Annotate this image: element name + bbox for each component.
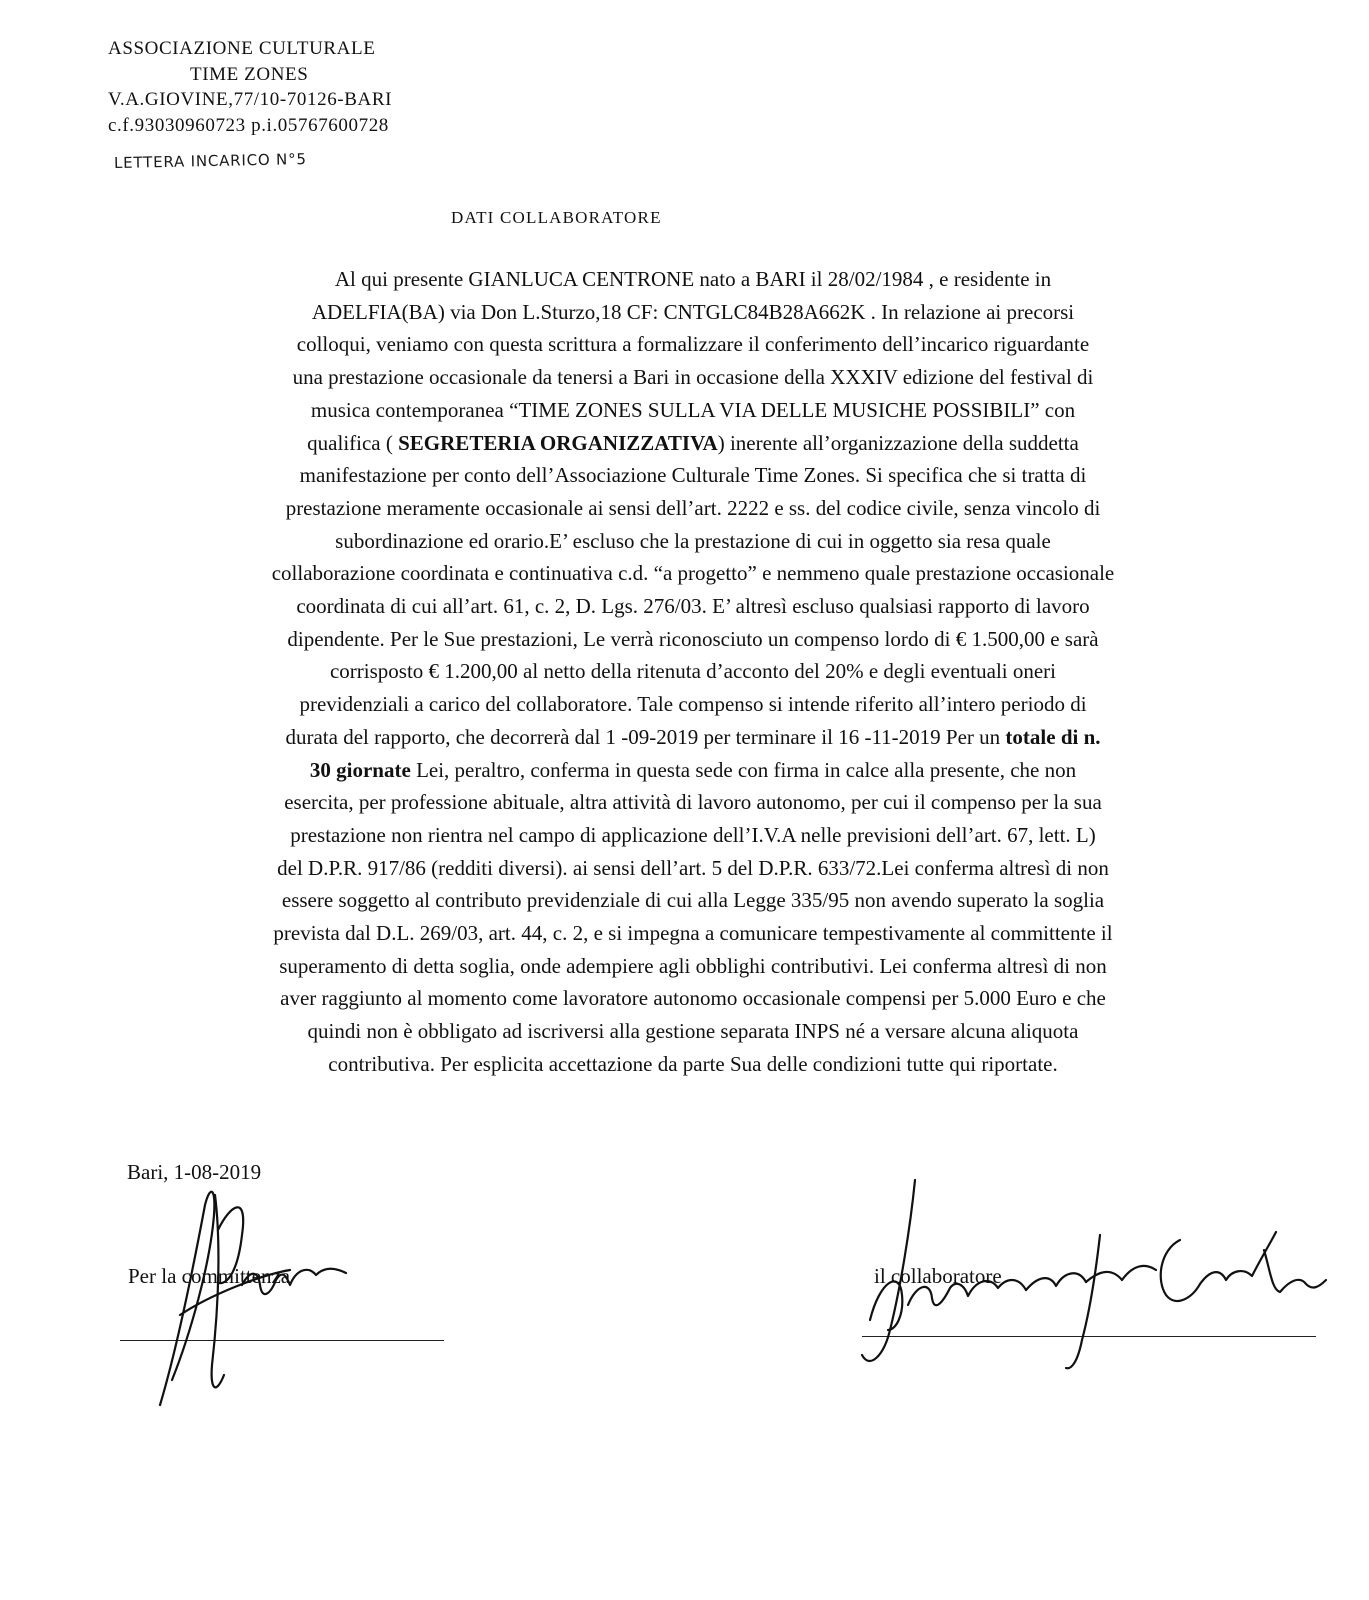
collaborator-signature	[860, 1180, 1330, 1380]
body-line: previdenziali a carico del collaboratore. Tale compenso si intende riferito all’intero periodo di	[299, 692, 1087, 717]
association-tax-codes: c.f.93030960723 p.i.05767600728	[108, 114, 389, 136]
client-signature	[120, 1175, 380, 1415]
body-line: essere soggetto al contributo previdenziale di cui alla Legge 335/95 non avendo superato la soglia	[281, 888, 1105, 913]
body-line: prestazione meramente occasionale ai sensi dell’art. 2222 e ss. del codice civile, senza vincolo di	[285, 495, 1101, 520]
body-line: subordinazione ed orario.E’ escluso che la prestazione di cui in oggetto sia resa quale	[335, 528, 1051, 553]
body-line: manifestazione per conto dell’Associazione Culturale Time Zones. Si specifica che si tratta di	[299, 463, 1087, 488]
body-line: coordinata di cui all’art. 61, c. 2, D. Lgs. 276/03. E’ altresì escluso qualsiasi rapporto di lavoro	[296, 594, 1090, 619]
body-line: prevista dal D.L. 269/03, art. 44, c. 2, e si impegna a comunicare tempestivamente al committente il	[273, 921, 1113, 946]
body-text-part: durata del rapporto, che decorrerà dal 1 -09-2019 per terminare il 16 -11-2019 Per un	[285, 724, 1006, 749]
body-line: del D.P.R. 917/86 (redditi diversi). ai sensi dell’art. 5 del D.P.R. 633/72.Lei conferma altresì di non	[277, 855, 1109, 880]
body-text-part: qualifica (	[307, 430, 399, 455]
body-line: colloqui, veniamo con questa scrittura a formalizzare il conferimento dell’incarico riguardante	[296, 332, 1090, 357]
body-line: musica contemporanea “TIME ZONES SULLA VIA DELLE MUSICHE POSSIBILI” con	[310, 397, 1076, 422]
body-line: prestazione non rientra nel campo di applicazione dell’I.V.A nelle previsioni dell’art. 67, lett. L)	[290, 822, 1096, 847]
handwritten-letter-number: LETTERA INCARICO N°5	[113, 149, 307, 173]
body-line	[118, 754, 1268, 787]
place-and-date: Bari, 1-08-2019	[127, 1160, 262, 1184]
association-header	[108, 36, 468, 138]
body-line: una prestazione occasionale da tenersi a Bari in occasione della XXXIV edizione del festival di	[292, 365, 1094, 390]
role-qualification: SEGRETERIA ORGANIZZATIVA	[398, 430, 718, 455]
total-days-value: 30 giornate	[309, 757, 411, 782]
association-subname: TIME ZONES	[190, 63, 309, 85]
total-days-label: totale di n.	[1005, 724, 1101, 749]
body-line: ADELFIA(BA) via Don L.Sturzo,18 CF: CNTGLC84B28A662K . In relazione ai precorsi	[311, 299, 1075, 324]
body-line	[118, 721, 1268, 754]
body-line: Al qui presente GIANLUCA CENTRONE nato a BARI il 28/02/1984 , e residente in	[334, 267, 1052, 291]
body-line: collaborazione coordinata e continuativa c.d. “a progetto” e nemmeno quale prestazione occasionale	[271, 561, 1115, 586]
contract-body	[118, 263, 1268, 1081]
body-line	[118, 427, 1268, 460]
association-address: V.A.GIOVINE,77/10-70126-BARI	[108, 89, 393, 110]
body-line: quindi non è obbligato ad iscriversi alla gestione separata INPS né a versare alcuna aliquota	[307, 1019, 1079, 1044]
collaborator-signature-label: il collaboratore	[874, 1264, 1002, 1288]
client-signature-label: Per la committenza	[128, 1264, 291, 1288]
body-line: esercita, per professione abituale, altra attività di lavoro autonomo, per cui il compenso per la sua	[284, 790, 1102, 815]
body-line: superamento di detta soglia, onde adempiere agli obblighi contributivi. Lei conferma altresì di non	[279, 953, 1107, 978]
body-line: dipendente. Per le Sue prestazioni, Le verrà riconosciuto un compenso lordo di € 1.500,00 e sarà	[287, 626, 1099, 651]
body-line: aver raggiunto al momento come lavoratore autonomo occasionale compensi per 5.000 Euro e che	[280, 986, 1106, 1011]
document-title: DATI COLLABORATORE	[451, 208, 662, 227]
association-name: ASSOCIAZIONE CULTURALE	[108, 38, 376, 59]
body-line: corrisposto € 1.200,00 al netto della ritenuta d’acconto del 20% e degli eventuali oneri	[329, 659, 1057, 684]
body-text-part: ) inerente all’organizzazione della suddetta	[717, 430, 1079, 455]
body-line: contributiva. Per esplicita accettazione da parte Sua delle condizioni tutte qui riportate.	[328, 1051, 1058, 1076]
body-text-part: Lei, peraltro, conferma in questa sede con firma in calce alla presente, che non	[410, 757, 1077, 782]
